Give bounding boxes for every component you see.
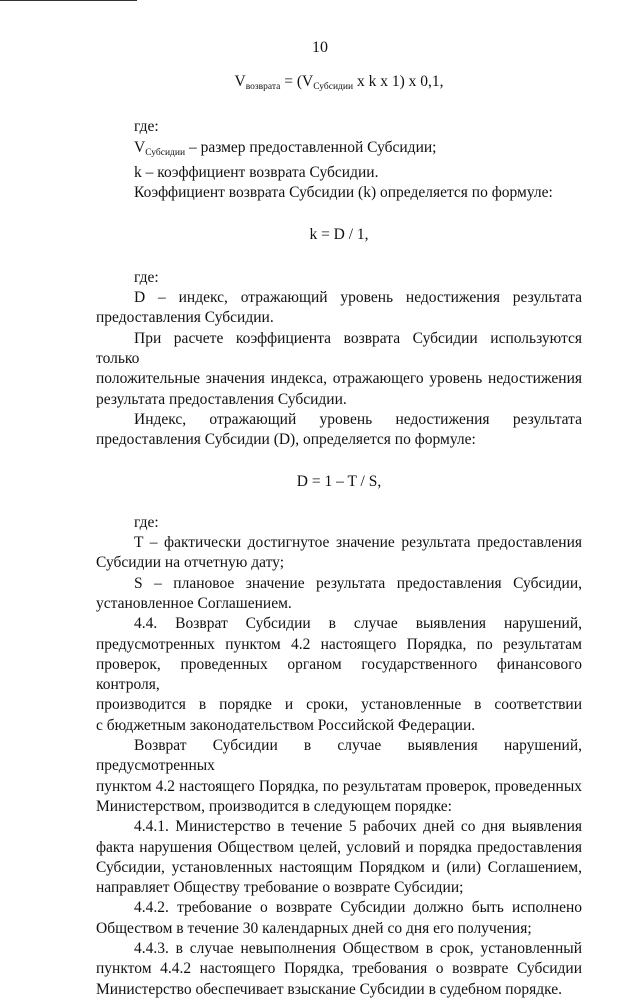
- return-order-line1: Возврат Субсидии в случае выявления нарушений, предусмотренных: [96, 737, 582, 775]
- definition-k: k – коэффициент возврата Субсидии.: [134, 163, 379, 181]
- section-4-4-1-line2: факта нарушения Обществом целей, условий и порядка предоставления: [96, 838, 582, 856]
- return-order-line2: пунктом 4.2 настоящего Порядка, по результатам проверок, проведенных: [96, 777, 582, 795]
- index-def-line2: предоставления Субсидии (D), определяется по формуле:: [96, 431, 476, 449]
- formula1-sub-return: возврата: [245, 82, 281, 92]
- section-4-4-1-line4: направляет Обществу требование о возврате Субсидии;: [96, 879, 464, 897]
- where-label-1: где:: [134, 118, 159, 136]
- index-def-line1: Индекс, отражающий уровень недостижения результата: [134, 410, 582, 428]
- definition-d-line1: D – индекс, отражающий уровень недостижения результата: [134, 289, 582, 307]
- section-4-4-1-line1: 4.4.1. Министерство в течение 5 рабочих дней со дня выявления: [134, 818, 582, 836]
- where-block-3: [96, 513, 582, 614]
- formula1-sub-subsidy: Субсидии: [313, 82, 354, 92]
- v-rest: – размер предоставленной Субсидии;: [185, 138, 437, 156]
- section-4-4-line1: 4.4. Возврат Субсидии в случае выявления нарушений,: [134, 615, 582, 633]
- section-4-4-2-line2: Обществом в течение 30 календарных дней со дня его получения;: [96, 919, 532, 937]
- return-order-paragraph: [96, 736, 582, 817]
- formula1-rest: x k x 1) x 0,1,: [353, 73, 444, 90]
- section-4-4-1-line3: Субсидии, установленных настоящим Порядком и (или) Соглашением,: [96, 858, 582, 876]
- section-4-4-3-line2: пунктом 4.4.2 настоящего Порядка, требования о возврате Субсидии: [96, 960, 582, 978]
- section-4-4: [96, 614, 582, 736]
- v-prefix: V: [134, 138, 146, 156]
- definition-t-line1: T – фактически достигнутое значение результата предоставления: [134, 534, 582, 552]
- k-formula-intro: Коэффициент возврата Субсидии (k) определяется по формуле:: [134, 184, 553, 202]
- page-number: 10: [312, 39, 328, 56]
- section-4-4-line2: предусмотренных пунктом 4.2 настоящего Порядка, по результатам: [96, 635, 582, 653]
- section-4-4-line3: проверок, проведенных органом государственного финансового контроля,: [96, 655, 582, 694]
- document-body: [96, 72, 582, 1000]
- where-label-3: где:: [134, 513, 159, 531]
- calc-note-line1: При расчете коэффициента возврата Субсидии используются только: [96, 329, 582, 367]
- formula1-middle: = (V: [280, 73, 314, 90]
- top-rule: [0, 0, 137, 1]
- formula1-v: V: [234, 73, 246, 90]
- formula-refund-amount: [96, 72, 582, 97]
- formula-d: D = 1 – T / S,: [296, 473, 382, 491]
- return-order-line3: Министерством, производится в следующем порядке:: [96, 797, 452, 815]
- section-4-4-3-line3: Министерство обеспечивает взыскание Субсидии в судебном порядке.: [96, 980, 563, 998]
- section-4-4-1: [96, 817, 582, 898]
- formula-k: k = D / 1,: [309, 226, 369, 244]
- definition-v-subsidy: [96, 138, 582, 163]
- calc-note-line2: положительные значения индекса, отражающего уровень недостижения: [96, 370, 582, 388]
- calc-note-line3: результата предоставления Субсидии.: [96, 390, 347, 408]
- section-4-4-line4: производится в порядке и сроки, установленные в соответствии: [96, 696, 582, 714]
- section-4-4-line5: с бюджетным законодательством Российской Федерации.: [96, 716, 476, 734]
- definition-s-line1: S – плановое значение результата предоставления Субсидии,: [134, 574, 582, 592]
- definition-t-line2: Субсидии на отчетную дату;: [96, 554, 285, 572]
- where-block-2: [96, 268, 582, 451]
- section-4-4-3-line1: 4.4.3. в случае невыполнения Обществом в срок, установленный: [134, 939, 582, 957]
- v-sub: Субсидии: [145, 147, 186, 158]
- section-4-4-2: [96, 898, 582, 939]
- section-4-4-3: [96, 939, 582, 1000]
- section-4-4-2-line1: 4.4.2. требование о возврате Субсидии должно быть исполнено: [134, 899, 582, 917]
- where-label-2: где:: [134, 268, 159, 286]
- definition-d-line2: предоставления Субсидии.: [96, 309, 274, 327]
- definition-s-line2: установленное Соглашением.: [96, 594, 292, 612]
- where-block-1: [96, 117, 582, 203]
